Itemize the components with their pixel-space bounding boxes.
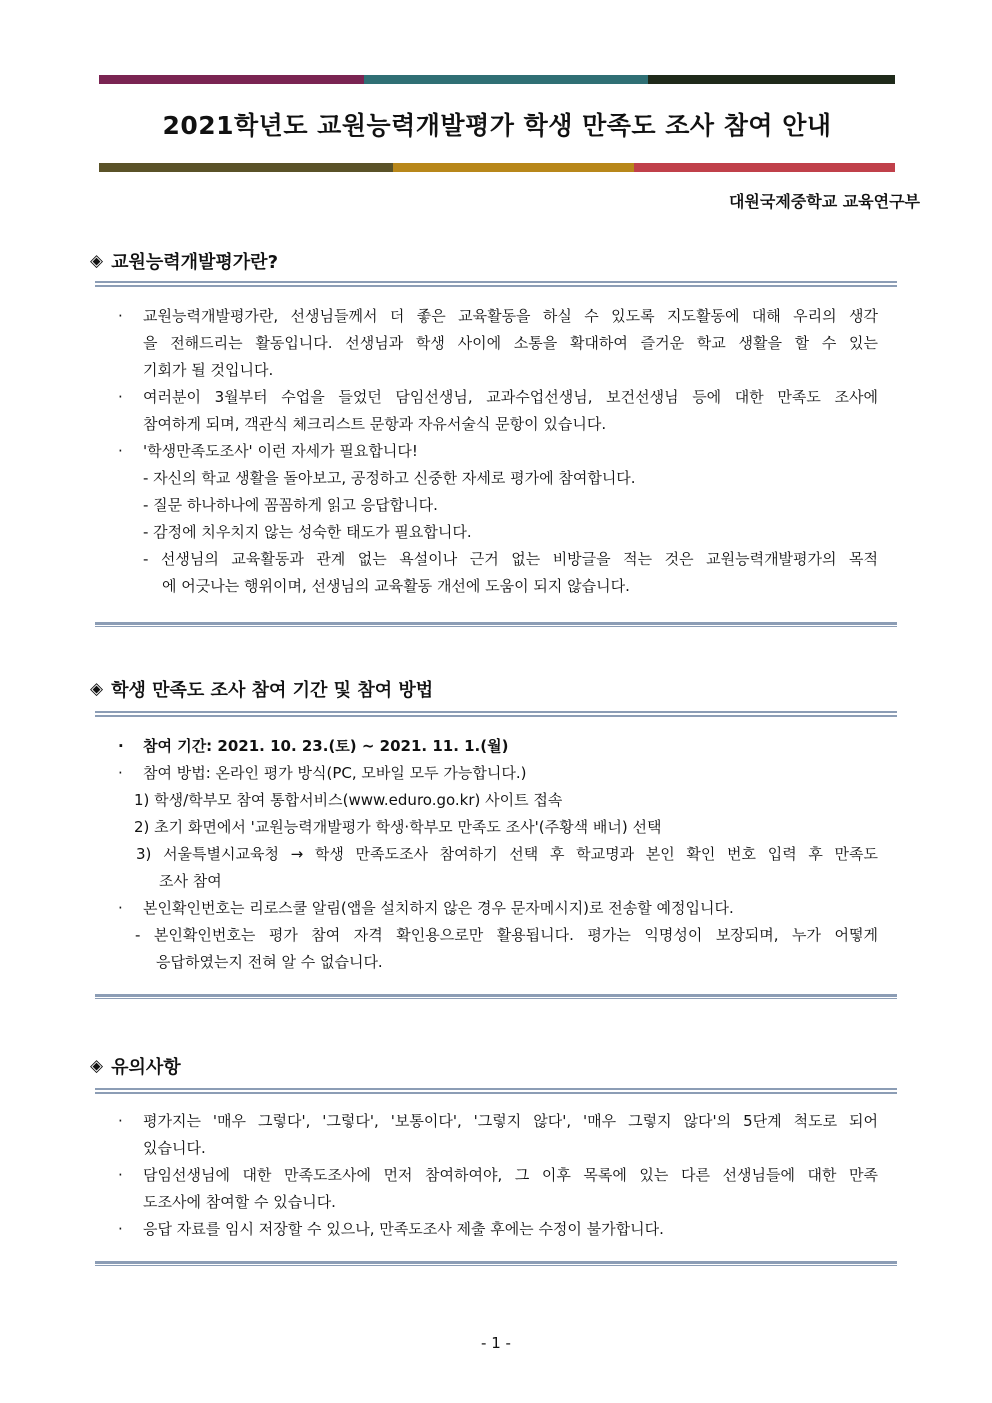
- list-item-continuation: [118, 1135, 878, 1162]
- sub-list-item-text: - 본인확인번호는 평가 참여 자격 확인용으로만 활용됩니다. 평가는 익명성이 보장되며, 누가 어떻게: [135, 926, 878, 944]
- list-item: [118, 895, 878, 922]
- step-text: 1) 학생/학부모 참여 통합서비스(www.eduro.go.kr) 사이트 접속: [134, 791, 563, 809]
- list-item-text: 참여하게 되며, 객관식 체크리스트 문항과 자유서술식 문항이 있습니다.: [143, 415, 607, 433]
- list-item-text: 기회가 될 것입니다.: [143, 361, 274, 379]
- list-item-continuation: [118, 411, 878, 438]
- section-body-notes: [118, 1108, 878, 1243]
- participation-period: 참여 기간: 2021. 10. 23.(토) ~ 2021. 11. 1.(월): [143, 737, 509, 755]
- sub-list-item-continuation: [118, 949, 878, 976]
- bullet-icon: ·: [118, 899, 123, 917]
- sub-list-item-text: 에 어긋나는 행위이며, 선생님의 교육활동 개선에 도움이 되지 않습니다.: [162, 577, 630, 595]
- bullet-icon: ·: [118, 1112, 123, 1130]
- list-item-text: 도조사에 참여할 수 있습니다.: [143, 1193, 336, 1211]
- diamond-bullet-icon: ◈: [90, 251, 104, 271]
- header-bottom-color-bar: [99, 163, 895, 172]
- sub-list-item-text: - 질문 하나하나에 꼼꼼하게 읽고 응답합니다.: [143, 496, 438, 514]
- list-item: [118, 438, 878, 465]
- section-divider: [95, 711, 897, 717]
- header-top-color-bar: [99, 75, 895, 84]
- list-item-text: 교원능력개발평가란, 선생님들께서 더 좋은 교육활동을 하실 수 있도록 지도활동에 대해 우리의 생각: [143, 307, 878, 325]
- bullet-icon: ·: [118, 737, 124, 755]
- section-heading-participation: [90, 676, 433, 702]
- list-item-text: 담임선생님에 대한 만족도조사에 먼저 참여하여야, 그 이후 목록에 있는 다른 선생님들에 대한 만족: [143, 1166, 878, 1184]
- color-segment: [393, 163, 634, 172]
- sub-list-item: [118, 492, 878, 519]
- list-item: [118, 1162, 878, 1189]
- list-item: [118, 1108, 878, 1135]
- section-divider: [95, 1088, 897, 1094]
- diamond-bullet-icon: ◈: [90, 679, 104, 699]
- list-item: [118, 384, 878, 411]
- bullet-icon: ·: [118, 307, 123, 325]
- section-divider: [95, 994, 897, 999]
- sub-list-item: [118, 546, 878, 573]
- numbered-step: [118, 787, 878, 814]
- list-item-text: '학생만족도조사' 이런 자세가 필요합니다!: [143, 442, 418, 460]
- bullet-icon: ·: [118, 388, 123, 406]
- list-item: [118, 303, 878, 330]
- numbered-step-continuation: [118, 868, 878, 895]
- list-item-continuation: [118, 1189, 878, 1216]
- sub-list-item-continuation: [118, 573, 878, 600]
- bullet-icon: ·: [118, 1220, 123, 1238]
- sub-list-item: [118, 922, 878, 949]
- page-title: 2021학년도 교원능력개발평가 학생 만족도 조사 참여 안내: [162, 111, 832, 140]
- section-heading-text: 학생 만족도 조사 참여 기간 및 참여 방법: [111, 680, 434, 701]
- list-item-text: 참여 방법: 온라인 평가 방식(PC, 모바일 모두 가능합니다.): [143, 764, 527, 782]
- list-item-continuation: [118, 330, 878, 357]
- page-number: - 1 -: [481, 1334, 511, 1352]
- bullet-icon: ·: [118, 1166, 123, 1184]
- list-item-text: 본인확인번호는 리로스쿨 알림(앱을 설치하지 않은 경우 문자메시지)로 전송할 예정입니다.: [143, 899, 734, 917]
- numbered-step: [118, 814, 878, 841]
- numbered-step: [118, 841, 878, 868]
- list-item-text: 응답 자료를 임시 저장할 수 있으나, 만족도조사 제출 후에는 수정이 불가합니다.: [143, 1220, 664, 1238]
- section-heading-text: 교원능력개발평가란?: [111, 252, 279, 273]
- section-divider: [95, 281, 897, 287]
- section-heading-text: 유의사항: [111, 1057, 181, 1078]
- list-item-text: 있습니다.: [143, 1139, 206, 1157]
- list-item: [118, 760, 878, 787]
- sub-list-item-text: - 자신의 학교 생활을 돌아보고, 공정하고 신중한 자세로 평가에 참여합니다.: [143, 469, 636, 487]
- bullet-icon: ·: [118, 764, 123, 782]
- sub-list-item: [118, 519, 878, 546]
- list-item-continuation: [118, 357, 878, 384]
- step-text: 3) 서울특별시교육청 → 학생 만족도조사 참여하기 선택 후 학교명과 본인 확인 번호 입력 후 만족도: [136, 845, 878, 863]
- sub-list-item-text: 응답하였는지 전혀 알 수 없습니다.: [156, 953, 383, 971]
- color-segment: [364, 75, 648, 84]
- list-item-text: 을 전해드리는 활동입니다. 선생님과 학생 사이에 소통을 확대하여 즐거운 학교 생활을 할 수 있는: [143, 334, 878, 352]
- list-item-text: 평가지는 '매우 그렇다', '그렇다', '보통이다', '그렇지 않다', '매우 그렇지 않다'의 5단계 척도로 되어: [143, 1112, 878, 1130]
- organization-name: 대원국제중학교 교육연구부: [728, 192, 920, 211]
- section-body-participation: [118, 733, 878, 976]
- section-body-evaluation: [118, 303, 878, 600]
- color-segment: [634, 163, 895, 172]
- sub-list-item-text: - 선생님의 교육활동과 관계 없는 욕설이나 근거 없는 비방글을 적는 것은 교원능력개발평가의 목적: [143, 550, 878, 568]
- section-heading-evaluation: [90, 248, 278, 274]
- color-segment: [648, 75, 895, 84]
- bullet-icon: ·: [118, 442, 123, 460]
- diamond-bullet-icon: ◈: [90, 1056, 104, 1076]
- list-item-period: [118, 733, 878, 760]
- step-text: 조사 참여: [159, 872, 222, 890]
- section-divider: [95, 1261, 897, 1266]
- color-segment: [99, 163, 393, 172]
- section-heading-notes: [90, 1053, 181, 1079]
- color-segment: [99, 75, 364, 84]
- section-divider: [95, 622, 897, 627]
- list-item: [118, 1216, 878, 1243]
- list-item-text: 여러분이 3월부터 수업을 들었던 담임선생님, 교과수업선생님, 보건선생님 등에 대한 만족도 조사에: [143, 388, 878, 406]
- sub-list-item-text: - 감정에 치우치지 않는 성숙한 태도가 필요합니다.: [143, 523, 472, 541]
- sub-list-item: [118, 465, 878, 492]
- step-text: 2) 초기 화면에서 '교원능력개발평가 학생·학부모 만족도 조사'(주황색 배너) 선택: [134, 818, 662, 836]
